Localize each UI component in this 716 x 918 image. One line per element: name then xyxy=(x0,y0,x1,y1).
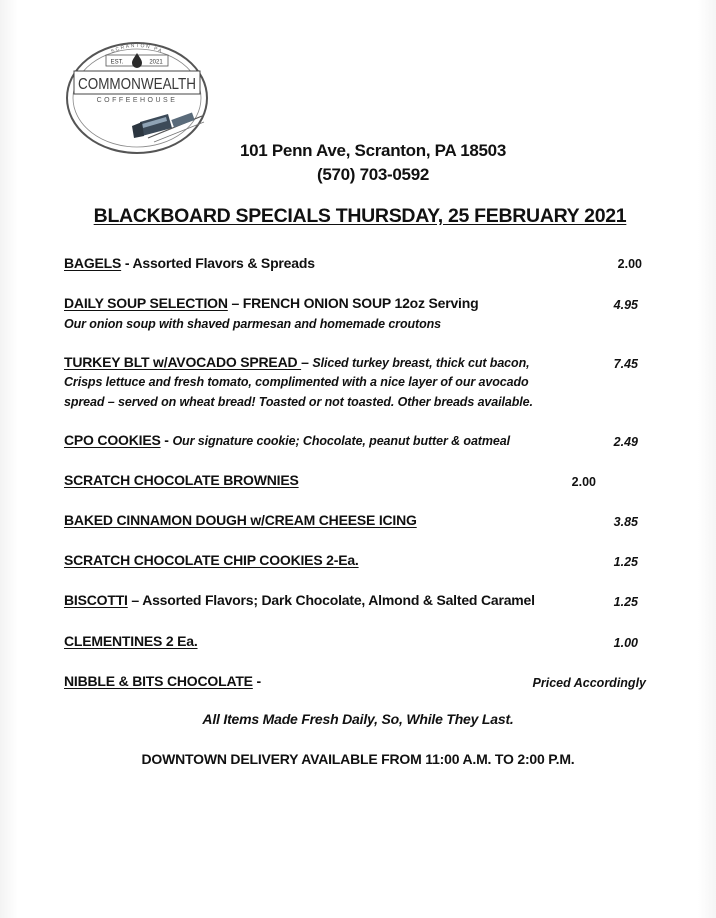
menu-item-clementines xyxy=(64,633,654,651)
item-separator: - xyxy=(121,255,133,271)
footer-delivery: DOWNTOWN DELIVERY AVAILABLE FROM 11:00 A.M. TO 2:00 P.M. xyxy=(141,751,575,767)
item-price: 1.25 xyxy=(613,595,638,609)
item-description: Our signature cookie; Chocolate, peanut butter & oatmeal xyxy=(172,434,510,448)
item-name: TURKEY BLT w/AVOCADO SPREAD xyxy=(64,354,302,370)
menu-item-daily-soup xyxy=(64,295,654,334)
menu-item-chocolate-chip-cookies xyxy=(64,552,654,570)
logo-year: 2021 xyxy=(149,59,163,66)
menu-item-biscotti xyxy=(64,592,654,610)
item-name: BISCOTTI xyxy=(64,592,128,608)
item-description-line-3: spread – served on wheat bread! Toasted or not toasted. Other breads available. xyxy=(64,395,533,409)
item-description: Sliced turkey breast, thick cut bacon, xyxy=(312,356,530,370)
item-separator: – xyxy=(301,354,313,370)
logo-subtitle: COFFEEHOUSE xyxy=(96,97,178,104)
menu-item-turkey-blt xyxy=(64,354,654,412)
item-price: 7.45 xyxy=(613,357,638,371)
item-name: SCRATCH CHOCOLATE CHIP COOKIES 2-Ea. xyxy=(64,552,359,568)
logo-name: COMMONWEALTH xyxy=(78,76,196,93)
item-price: 3.85 xyxy=(613,515,638,529)
menu-item-cinnamon-dough xyxy=(64,512,654,530)
item-separator: - xyxy=(160,432,173,448)
item-separator: – xyxy=(227,295,243,311)
item-name: BAGELS xyxy=(64,255,122,271)
address-phone: (570) 703-0592 xyxy=(316,165,430,184)
logo-ring-text: SCRANTON PA xyxy=(110,42,164,56)
menu-item-cpo-cookies xyxy=(64,432,654,450)
footer-note: All Items Made Fresh Daily, So, While They Last. xyxy=(202,711,514,727)
item-separator: - xyxy=(252,673,261,689)
logo-est: EST. xyxy=(110,59,124,66)
item-name: SCRATCH CHOCOLATE BROWNIES xyxy=(64,472,299,488)
item-price: 2.00 xyxy=(571,475,596,489)
item-price: 2.49 xyxy=(613,435,638,449)
menu-item-bagels xyxy=(64,255,654,273)
item-price: 1.00 xyxy=(613,636,638,650)
item-separator: – xyxy=(127,592,143,608)
commonwealth-logo xyxy=(62,38,212,156)
page-title: BLACKBOARD SPECIALS THURSDAY, 25 FEBRUARY 2021 xyxy=(93,205,627,227)
item-name: CPO COOKIES xyxy=(64,432,161,448)
item-description-line-2: Crisps lettuce and fresh tomato, complimented with a nice layer of our avocado xyxy=(64,375,529,389)
item-price: 1.25 xyxy=(613,555,638,569)
item-description: FRENCH ONION SOUP 12oz Serving xyxy=(242,295,479,311)
address-street: 101 Penn Ave, Scranton, PA 18503 xyxy=(240,141,506,160)
item-name: BAKED CINNAMON DOUGH w/CREAM CHEESE ICING xyxy=(64,512,417,528)
item-price: Priced Accordingly xyxy=(532,676,646,690)
item-price: 2.00 xyxy=(617,257,642,271)
item-price: 4.95 xyxy=(613,298,638,312)
item-description: Assorted Flavors; Dark Chocolate, Almond & Salted Caramel xyxy=(142,592,535,608)
item-note: Our onion soup with shaved parmesan and homemade croutons xyxy=(64,317,441,331)
item-name: CLEMENTINES 2 Ea. xyxy=(64,633,198,649)
item-name: NIBBLE & BITS CHOCOLATE xyxy=(64,673,253,689)
item-description: Assorted Flavors & Spreads xyxy=(132,255,315,271)
item-name: DAILY SOUP SELECTION xyxy=(64,295,228,311)
